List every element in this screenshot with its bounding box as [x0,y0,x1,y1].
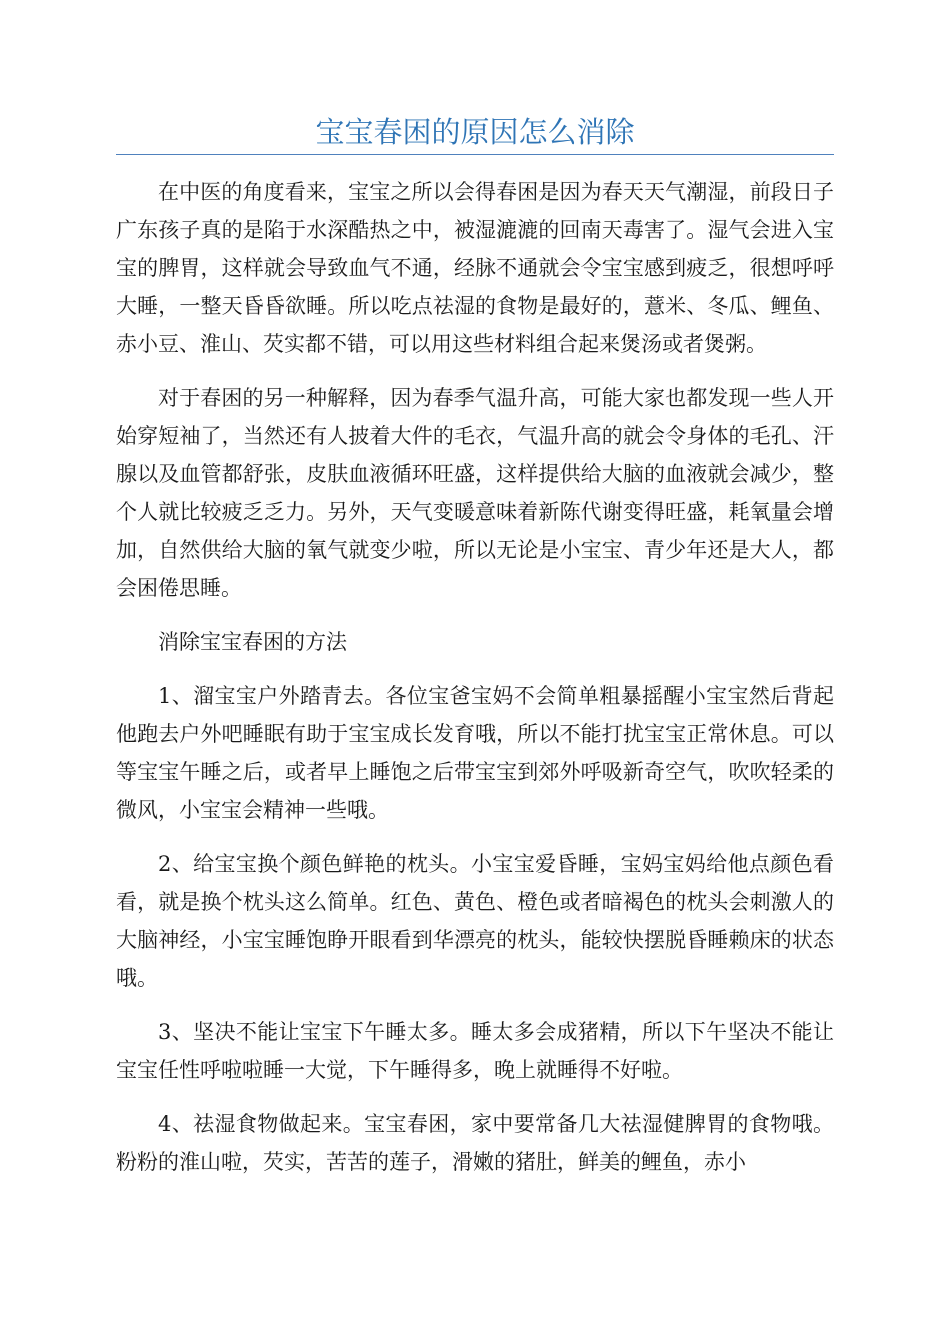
paragraph-cause-temperature: 对于春困的另一种解释，因为春季气温升高，可能大家也都发现一些人开始穿短袖了，当然还有人披着大件的毛衣，气温升高的就会令身体的毛孔、汗腺以及血管都舒张，皮肤血液循环旺盛，这样提供给大脑的血液就会减少，整个人就比较疲乏乏力。另外，天气变暖意味着新陈代谢变得旺盛，耗氧量会增加，自然供给大脑的氧气就变少啦，所以无论是小宝宝、青少年还是大人，都会困倦思睡。 [116,386,834,600]
paragraph-cause-humidity: 在中医的角度看来，宝宝之所以会得春困是因为春天天气潮湿，前段日子广东孩子真的是陷于水深酷热之中，被湿漉漉的回南天毒害了。湿气会进入宝宝的脾胃，这样就会导致血气不通，经脉不通就会令宝宝感到疲乏，很想呼呼大睡，一整天昏昏欲睡。所以吃点祛湿的食物是最好的，薏米、冬瓜、鲤鱼、赤小豆、淮山、芡实都不错，可以用这些材料组合起来煲汤或者煲粥。 [116,180,834,356]
document-body [116,173,834,1197]
list-item-method-1: 1、溜宝宝户外踏青去。各位宝爸宝妈不会简单粗暴摇醒小宝宝然后背起他跑去户外吧睡眠有助于宝宝成长发育哦，所以不能打扰宝宝正常休息。可以等宝宝午睡之后，或者早上睡饱之后带宝宝到郊外呼吸新奇空气，吹吹轻柔的微风，小宝宝会精神一些哦。 [116,684,834,822]
list-item-method-2: 2、给宝宝换个颜色鲜艳的枕头。小宝宝爱昏睡，宝妈宝妈给他点颜色看看，就是换个枕头这么简单。红色、黄色、橙色或者暗褐色的枕头会刺激人的大脑神经，小宝宝睡饱睁开眼看到华漂亮的枕头，能较快摆脱昏睡赖床的状态哦。 [116,852,834,990]
list-item-method-3: 3、坚决不能让宝宝下午睡太多。睡太多会成猪精，所以下午坚决不能让宝宝任性呼啦啦睡一大觉，下午睡得多，晚上就睡得不好啦。 [116,1020,834,1082]
title-underline [116,154,834,155]
section-heading-methods: 消除宝宝春困的方法 [158,630,347,654]
page-title: 宝宝春困的原因怎么消除 [315,115,635,149]
list-item-method-4: 4、祛湿食物做起来。宝宝春困，家中要常备几大祛湿健脾胃的食物哦。粉粉的淮山啦，芡实，苦苦的莲子，滑嫩的猪肚，鲜美的鲤鱼，赤小 [116,1112,834,1174]
